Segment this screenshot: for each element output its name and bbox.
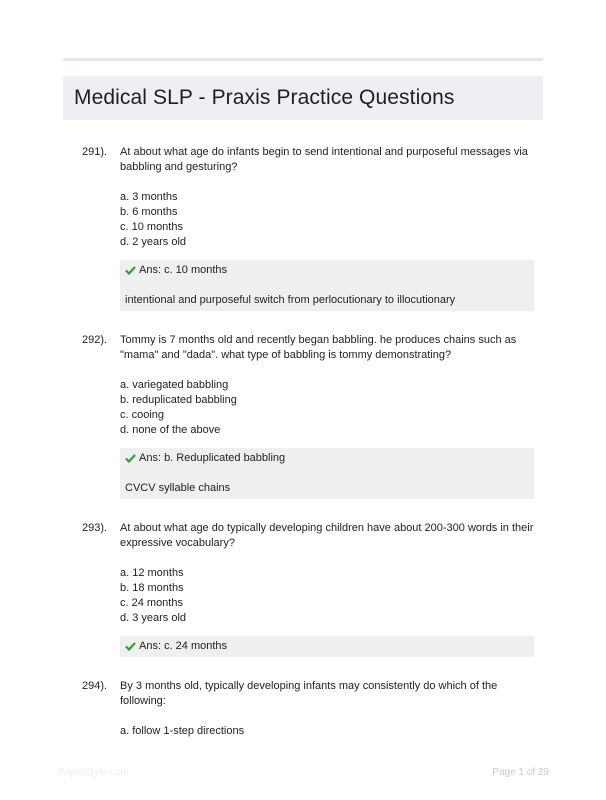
option-d: d. none of the above — [120, 424, 221, 436]
check-icon — [125, 266, 136, 275]
option-b: b. reduplicated babbling — [120, 394, 237, 406]
question-text: At about what age do typically developing children have about 200-300 words in their expressive vocabulary? — [120, 522, 534, 549]
top-divider — [63, 58, 543, 61]
answer-box — [120, 448, 534, 499]
check-icon — [125, 642, 136, 651]
question-number: 293). — [82, 522, 108, 534]
option-list — [120, 190, 186, 250]
answer-explanation: intentional and purposeful switch from perlocutionary to illocutionary — [125, 294, 456, 306]
option-c: c. 10 months — [120, 221, 183, 233]
option-list — [120, 566, 186, 626]
answer-text: Ans: b. Reduplicated babbling — [139, 452, 286, 464]
footer-site: PaperStyle.com — [58, 767, 129, 778]
question-text: By 3 months old, typically developing infants may consistently do which of the following: — [120, 680, 498, 707]
option-c: c. 24 months — [120, 597, 183, 609]
answer-text: Ans: c. 24 months — [139, 640, 228, 652]
option-list — [120, 724, 244, 739]
page-number: Page 1 of 29 — [492, 767, 549, 778]
option-d: d. 3 years old — [120, 612, 187, 624]
check-icon — [125, 454, 136, 463]
title-bar — [63, 76, 543, 120]
answer-explanation: CVCV syllable chains — [125, 482, 231, 494]
answer-box — [120, 260, 534, 311]
question-number: 292). — [82, 334, 108, 346]
question-number: 291). — [82, 146, 108, 158]
option-d: d. 2 years old — [120, 236, 187, 248]
option-a: a. variegated babbling — [120, 379, 229, 391]
option-a: a. 12 months — [120, 567, 184, 579]
question-text: At about what age do infants begin to send intentional and purposeful messages via babbling and gesturing? — [120, 146, 528, 173]
option-a: a. 3 months — [120, 191, 178, 203]
option-b: b. 6 months — [120, 206, 178, 218]
answer-box — [120, 636, 534, 657]
option-a: a. follow 1-step directions — [120, 725, 245, 737]
question-number: 294). — [82, 680, 108, 692]
page-title: Medical SLP - Praxis Practice Questions — [74, 86, 455, 109]
answer-text: Ans: c. 10 months — [139, 264, 228, 276]
option-b: b. 18 months — [120, 582, 184, 594]
question-text: Tommy is 7 months old and recently began babbling. he produces chains such as "mama" and "dada". what type of babbling is tommy demonstrating? — [120, 334, 517, 361]
option-c: c. cooing — [120, 409, 165, 421]
option-list — [120, 378, 237, 438]
